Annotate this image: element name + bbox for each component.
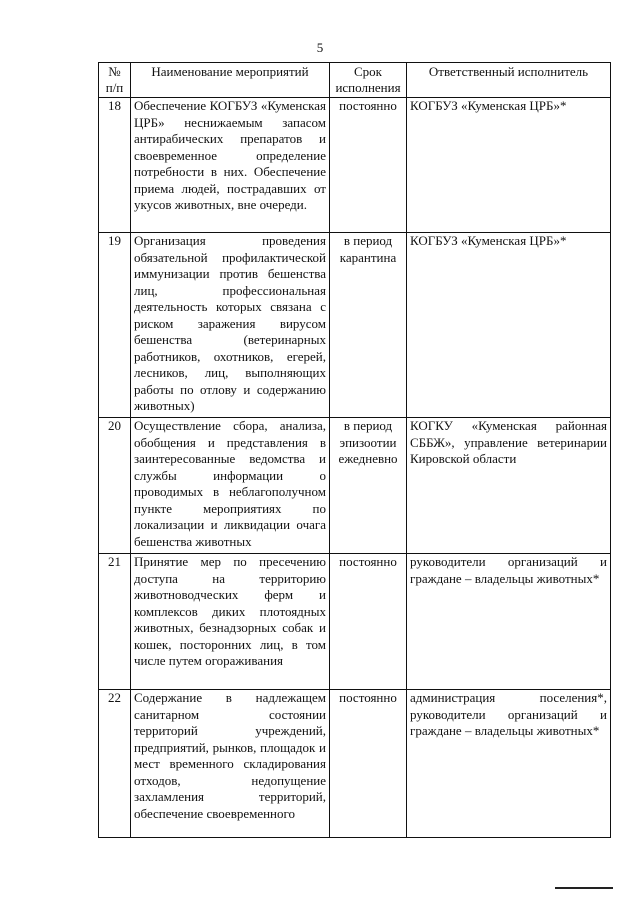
- table-row: [99, 98, 611, 233]
- page-number: 5: [316, 40, 324, 55]
- header-responsible: Ответственный исполнитель: [407, 63, 611, 98]
- row-num: 18: [99, 98, 131, 233]
- row-num: 22: [99, 690, 131, 838]
- row-term: постоянно: [330, 690, 407, 838]
- header-name: Наименование мероприятий: [131, 63, 330, 98]
- row-name: Обеспечение КОГБУЗ «Куменская ЦРБ» неснижаемым запасом антирабических препаратов и своевременное определение потребности в них. Обеспечение приема людей, пострадавших от укусов животных, вне очереди.: [131, 98, 330, 233]
- row-num: 19: [99, 233, 131, 418]
- row-responsible: КОГКУ «Куменская районная СББЖ», управление ветеринарии Кировской области: [407, 418, 611, 554]
- table-row: [99, 554, 611, 690]
- footer-rule: [555, 887, 613, 889]
- row-name: Организация проведения обязательной профилактической иммунизации против бешенства лиц, профессиональная деятельность которых связана с риском заражения вирусом бешенства (ветеринарных работников, охотников, егерей, лесников, лиц, выполняющих работы по отлову и содержанию животных): [131, 233, 330, 418]
- header-num: № п/п: [99, 63, 131, 98]
- row-responsible: КОГБУЗ «Куменская ЦРБ»*: [407, 98, 611, 233]
- row-responsible: администрация поселения*, руководители организаций и граждане – владельцы животных*: [407, 690, 611, 838]
- row-responsible: КОГБУЗ «Куменская ЦРБ»*: [407, 233, 611, 418]
- table-row: [99, 690, 611, 838]
- row-num: 21: [99, 554, 131, 690]
- table-row: [99, 233, 611, 418]
- row-term: постоянно: [330, 554, 407, 690]
- row-responsible: руководители организаций и граждане – владельцы животных*: [407, 554, 611, 690]
- table-row: [99, 418, 611, 554]
- row-term: в период эпизоотии ежедневно: [330, 418, 407, 554]
- row-num: 20: [99, 418, 131, 554]
- row-name: Содержание в надлежащем санитарном состоянии территорий учреждений, предприятий, рынков, площадок и мест временного складирования отходов, недопущение захламления территорий, обеспечение своевременного: [131, 690, 330, 838]
- table-header-row: [99, 63, 611, 98]
- measures-table: [98, 62, 611, 838]
- row-term: постоянно: [330, 98, 407, 233]
- header-term: Срок исполнения: [330, 63, 407, 98]
- row-term: в период карантина: [330, 233, 407, 418]
- row-name: Осуществление сбора, анализа, обобщения и представления в заинтересованные ведомства и службы информации о проводимых в неблагополучном пункте мероприятиях по локализации и ликвидации очага бешенства животных: [131, 418, 330, 554]
- row-name: Принятие мер по пресечению доступа на территорию животноводческих ферм и комплексов диких плотоядных животных, безнадзорных собак и кошек, посторонних лиц, в том числе путем огораживания: [131, 554, 330, 690]
